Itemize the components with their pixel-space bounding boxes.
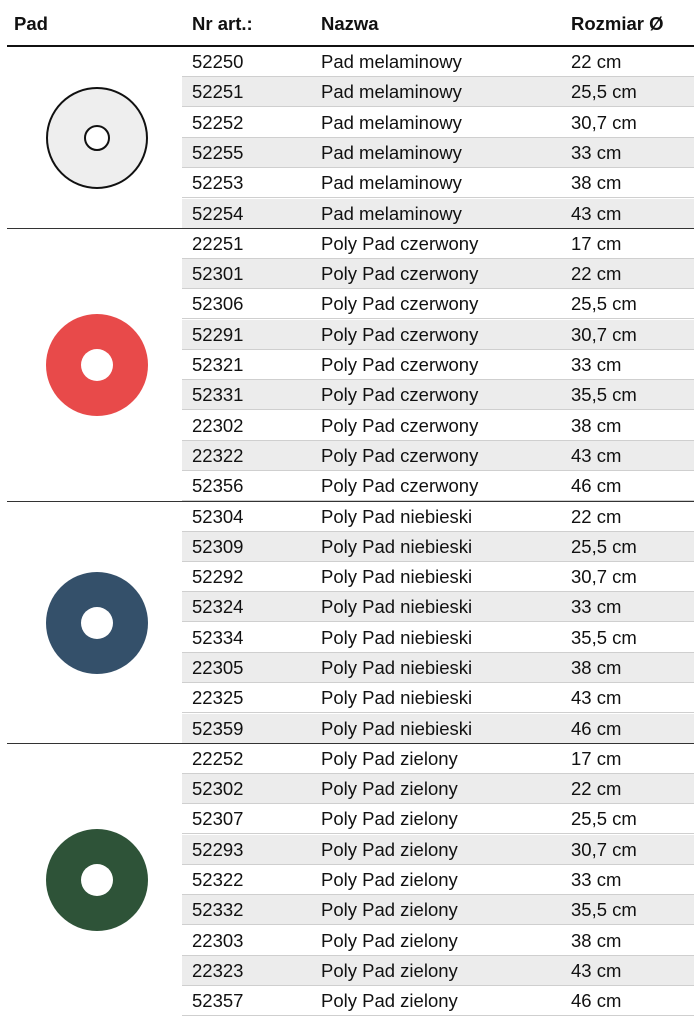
- name-cell: Poly Pad zielony: [321, 929, 458, 951]
- article-number-cell: 52322: [192, 869, 244, 891]
- blue-pad-icon: [46, 572, 148, 674]
- pad-group: [0, 47, 694, 229]
- article-number-cell: 52334: [192, 626, 244, 648]
- size-cell: 30,7 cm: [571, 838, 637, 860]
- size-cell: 35,5 cm: [571, 899, 637, 921]
- size-cell: 38 cm: [571, 929, 622, 951]
- name-cell: Poly Pad zielony: [321, 899, 458, 921]
- article-number-cell: 22302: [192, 414, 244, 436]
- size-cell: 43 cm: [571, 687, 622, 709]
- table-row: [182, 895, 694, 925]
- table-row: [182, 532, 694, 562]
- table-row: [182, 229, 694, 259]
- name-cell: Poly Pad zielony: [321, 990, 458, 1012]
- table-row: [182, 744, 694, 774]
- table-row: [182, 471, 694, 501]
- name-cell: Poly Pad niebieski: [321, 717, 473, 739]
- name-cell: Poly Pad niebieski: [321, 626, 473, 648]
- article-number-cell: 52254: [192, 202, 244, 224]
- green-pad-icon: [46, 829, 148, 931]
- table-row: [182, 411, 694, 441]
- pad-group: [0, 502, 694, 744]
- name-cell: Poly Pad niebieski: [321, 657, 473, 678]
- red-pad-icon: [46, 314, 148, 416]
- size-cell: 30,7 cm: [571, 111, 637, 133]
- name-cell: Poly Pad czerwony: [321, 353, 479, 375]
- table-row: [182, 199, 694, 229]
- table-row: [182, 623, 694, 653]
- table-row: [182, 956, 694, 986]
- size-cell: 17 cm: [571, 747, 622, 769]
- article-number-cell: 52255: [192, 141, 244, 163]
- name-cell: Pad melaminowy: [321, 81, 462, 103]
- column-header-size: Rozmiar Ø: [571, 13, 664, 34]
- article-number-cell: 52252: [192, 111, 244, 133]
- article-number-cell: 52301: [192, 263, 244, 285]
- table-row: [182, 986, 694, 1016]
- size-cell: 22 cm: [571, 505, 622, 527]
- size-cell: 33 cm: [571, 353, 622, 375]
- table-row: [182, 138, 694, 168]
- table-row: [182, 653, 694, 683]
- table-row: [182, 502, 694, 532]
- article-number-cell: 52251: [192, 81, 244, 103]
- name-cell: Poly Pad czerwony: [321, 475, 479, 497]
- table-row: [182, 774, 694, 804]
- size-cell: 22 cm: [571, 263, 622, 285]
- name-cell: Poly Pad czerwony: [321, 414, 479, 436]
- name-cell: Pad melaminowy: [321, 141, 462, 163]
- table-row: [182, 77, 694, 107]
- name-cell: Poly Pad zielony: [321, 959, 458, 981]
- article-number-cell: 52306: [192, 293, 244, 315]
- article-number-cell: 52324: [192, 596, 244, 618]
- name-cell: Pad melaminowy: [321, 51, 462, 72]
- article-number-cell: 52293: [192, 838, 244, 860]
- name-cell: Poly Pad czerwony: [321, 293, 479, 315]
- size-cell: 25,5 cm: [571, 293, 637, 315]
- article-number-cell: 52321: [192, 353, 244, 375]
- column-header-name: Nazwa: [321, 13, 379, 34]
- size-cell: 33 cm: [571, 869, 622, 891]
- article-number-cell: 52332: [192, 899, 244, 921]
- size-cell: 35,5 cm: [571, 626, 637, 648]
- name-cell: Poly Pad zielony: [321, 838, 458, 860]
- name-cell: Poly Pad czerwony: [321, 232, 479, 254]
- table-row: [182, 683, 694, 713]
- article-number-cell: 52250: [192, 51, 244, 72]
- name-cell: Pad melaminowy: [321, 202, 462, 224]
- pad-group: [0, 744, 694, 1017]
- size-cell: 25,5 cm: [571, 808, 637, 830]
- size-cell: 46 cm: [571, 475, 622, 497]
- table-row: [182, 350, 694, 380]
- name-cell: Poly Pad zielony: [321, 778, 458, 800]
- article-number-cell: 52307: [192, 808, 244, 830]
- article-number-cell: 52357: [192, 990, 244, 1012]
- article-number-cell: 22252: [192, 747, 244, 769]
- pad-group: [0, 229, 694, 502]
- name-cell: Poly Pad niebieski: [321, 566, 473, 588]
- size-cell: 43 cm: [571, 959, 622, 981]
- name-cell: Poly Pad niebieski: [321, 596, 473, 618]
- size-cell: 38 cm: [571, 172, 622, 194]
- article-number-cell: 52291: [192, 323, 244, 345]
- table-row: [182, 320, 694, 350]
- name-cell: Poly Pad czerwony: [321, 384, 479, 406]
- name-cell: Poly Pad zielony: [321, 747, 458, 769]
- table-row: [182, 47, 694, 77]
- size-cell: 30,7 cm: [571, 323, 637, 345]
- name-cell: Poly Pad czerwony: [321, 263, 479, 285]
- table-row: [182, 835, 694, 865]
- table-row: [182, 804, 694, 834]
- table-row: [182, 441, 694, 471]
- size-cell: 25,5 cm: [571, 535, 637, 557]
- article-number-cell: 52304: [192, 505, 244, 527]
- table-row: [182, 380, 694, 410]
- table-row: [182, 108, 694, 138]
- size-cell: 38 cm: [571, 414, 622, 436]
- column-header-pad: Pad: [14, 13, 48, 34]
- article-number-cell: 22305: [192, 657, 244, 678]
- column-header-article-number: Nr art.:: [192, 13, 253, 34]
- article-number-cell: 52253: [192, 172, 244, 194]
- melamine-pad-icon: [46, 87, 148, 189]
- article-number-cell: 52359: [192, 717, 244, 739]
- size-cell: 25,5 cm: [571, 81, 637, 103]
- size-cell: 22 cm: [571, 778, 622, 800]
- name-cell: Pad melaminowy: [321, 111, 462, 133]
- size-cell: 30,7 cm: [571, 566, 637, 588]
- size-cell: 43 cm: [571, 202, 622, 224]
- article-number-cell: 22322: [192, 444, 244, 466]
- article-number-cell: 22251: [192, 232, 244, 254]
- article-number-cell: 52331: [192, 384, 244, 406]
- name-cell: Poly Pad zielony: [321, 808, 458, 830]
- article-number-cell: 52309: [192, 535, 244, 557]
- name-cell: Poly Pad niebieski: [321, 535, 473, 557]
- name-cell: Poly Pad czerwony: [321, 444, 479, 466]
- name-cell: Poly Pad zielony: [321, 869, 458, 891]
- size-cell: 33 cm: [571, 596, 622, 618]
- size-cell: 38 cm: [571, 657, 622, 678]
- size-cell: 35,5 cm: [571, 384, 637, 406]
- article-number-cell: 22303: [192, 929, 244, 951]
- table-row: [182, 168, 694, 198]
- table-row: [182, 926, 694, 956]
- size-cell: 46 cm: [571, 717, 622, 739]
- size-cell: 43 cm: [571, 444, 622, 466]
- article-number-cell: 52292: [192, 566, 244, 588]
- size-cell: 22 cm: [571, 51, 622, 72]
- table-row: [182, 592, 694, 622]
- table-row: [182, 562, 694, 592]
- name-cell: Poly Pad niebieski: [321, 505, 473, 527]
- table-row: [182, 289, 694, 319]
- size-cell: 33 cm: [571, 141, 622, 163]
- table-row: [182, 865, 694, 895]
- article-number-cell: 52356: [192, 475, 244, 497]
- table-row: [182, 714, 694, 744]
- name-cell: Poly Pad niebieski: [321, 687, 473, 709]
- name-cell: Pad melaminowy: [321, 172, 462, 194]
- size-cell: 46 cm: [571, 990, 622, 1012]
- article-number-cell: 52302: [192, 778, 244, 800]
- size-cell: 17 cm: [571, 232, 622, 254]
- article-number-cell: 22323: [192, 959, 244, 981]
- article-number-cell: 22325: [192, 687, 244, 709]
- name-cell: Poly Pad czerwony: [321, 323, 479, 345]
- table-row: [182, 259, 694, 289]
